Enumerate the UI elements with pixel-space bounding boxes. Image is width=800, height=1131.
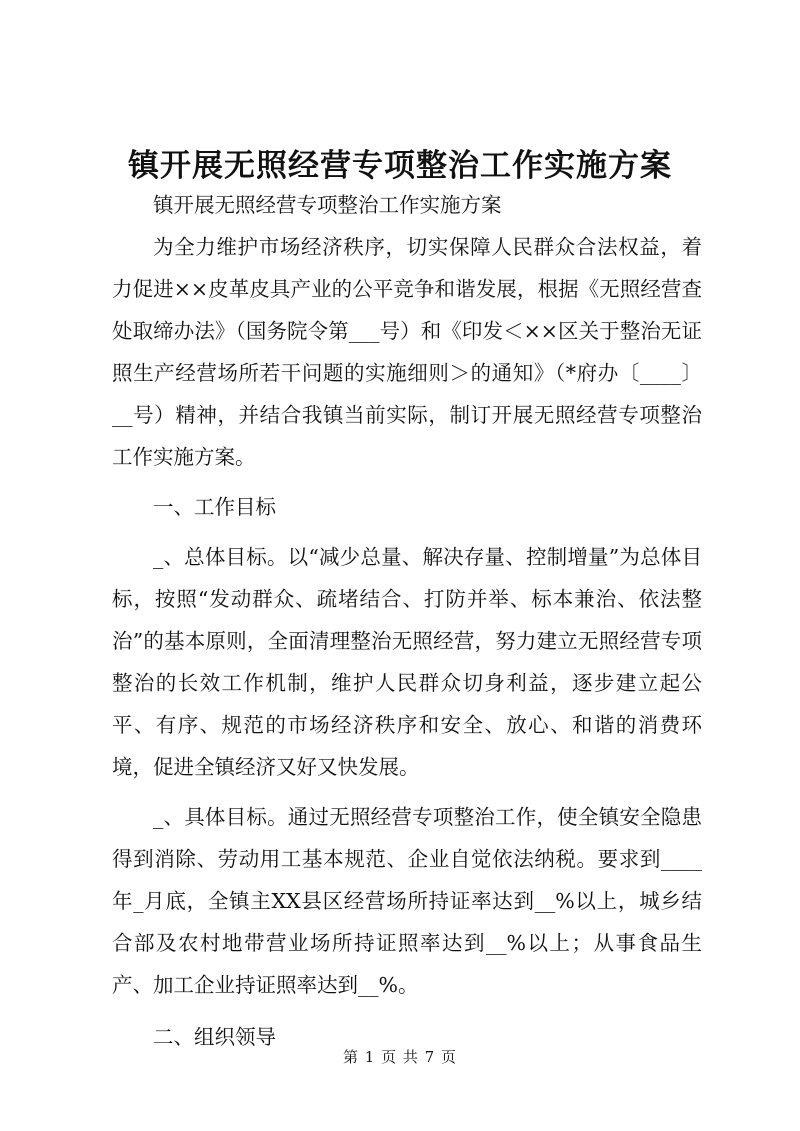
section-heading-goals: 一、工作目标	[153, 495, 276, 519]
section-heading-organization: 二、组织领导	[153, 1025, 276, 1049]
subtitle-paragraph: 镇开展无照经营专项整治工作实施方案	[153, 193, 502, 217]
intro-paragraph: 为全力维护市场经济秩序，切实保障人民群众合法权益，着力促进××皮革皮具产业的公平竞争和谐发展，根据《无照经营查处取缔办法》（国务院令第___号）和《印发＜××区关于整治无证照生产经营场所若干问题的实施细则＞的通知》（*府办〔____〕__号）精神，并结合我镇当前实际，制订开展无照经营专项整治工作实施方案。	[112, 235, 702, 469]
specific-goal-paragraph: _、具体目标。通过无照经营专项整治工作，使全镇安全隐患得到消除、劳动用工基本规范、企业自觉依法纳税。要求到____年_月底，全镇主XX县区经营场所持证率达到__%以上，城乡结合部及农村地带营业场所持证照率达到__%以上；从事食品生产、加工企业持证照率达到__%。	[112, 805, 702, 997]
overall-goal-paragraph: _、总体目标。以“减少总量、解决存量、控制增量”为总体目标，按照“发动群众、疏堵结合、打防并举、标本兼治、依法整治”的基本原则，全面清理整治无照经营，努力建立无照经营专项整治的长效工作机制，维护人民群众切身利益，逐步建立起公平、有序、规范的市场经济秩序和安全、放心、和谐的消费环境，促进全镇经济又好又快发展。	[112, 545, 702, 779]
page-footer: 第 1 页 共 7 页	[343, 1048, 457, 1066]
document-body	[112, 184, 702, 1066]
document-title: 镇开展无照经营专项整治工作实施方案	[128, 148, 672, 184]
